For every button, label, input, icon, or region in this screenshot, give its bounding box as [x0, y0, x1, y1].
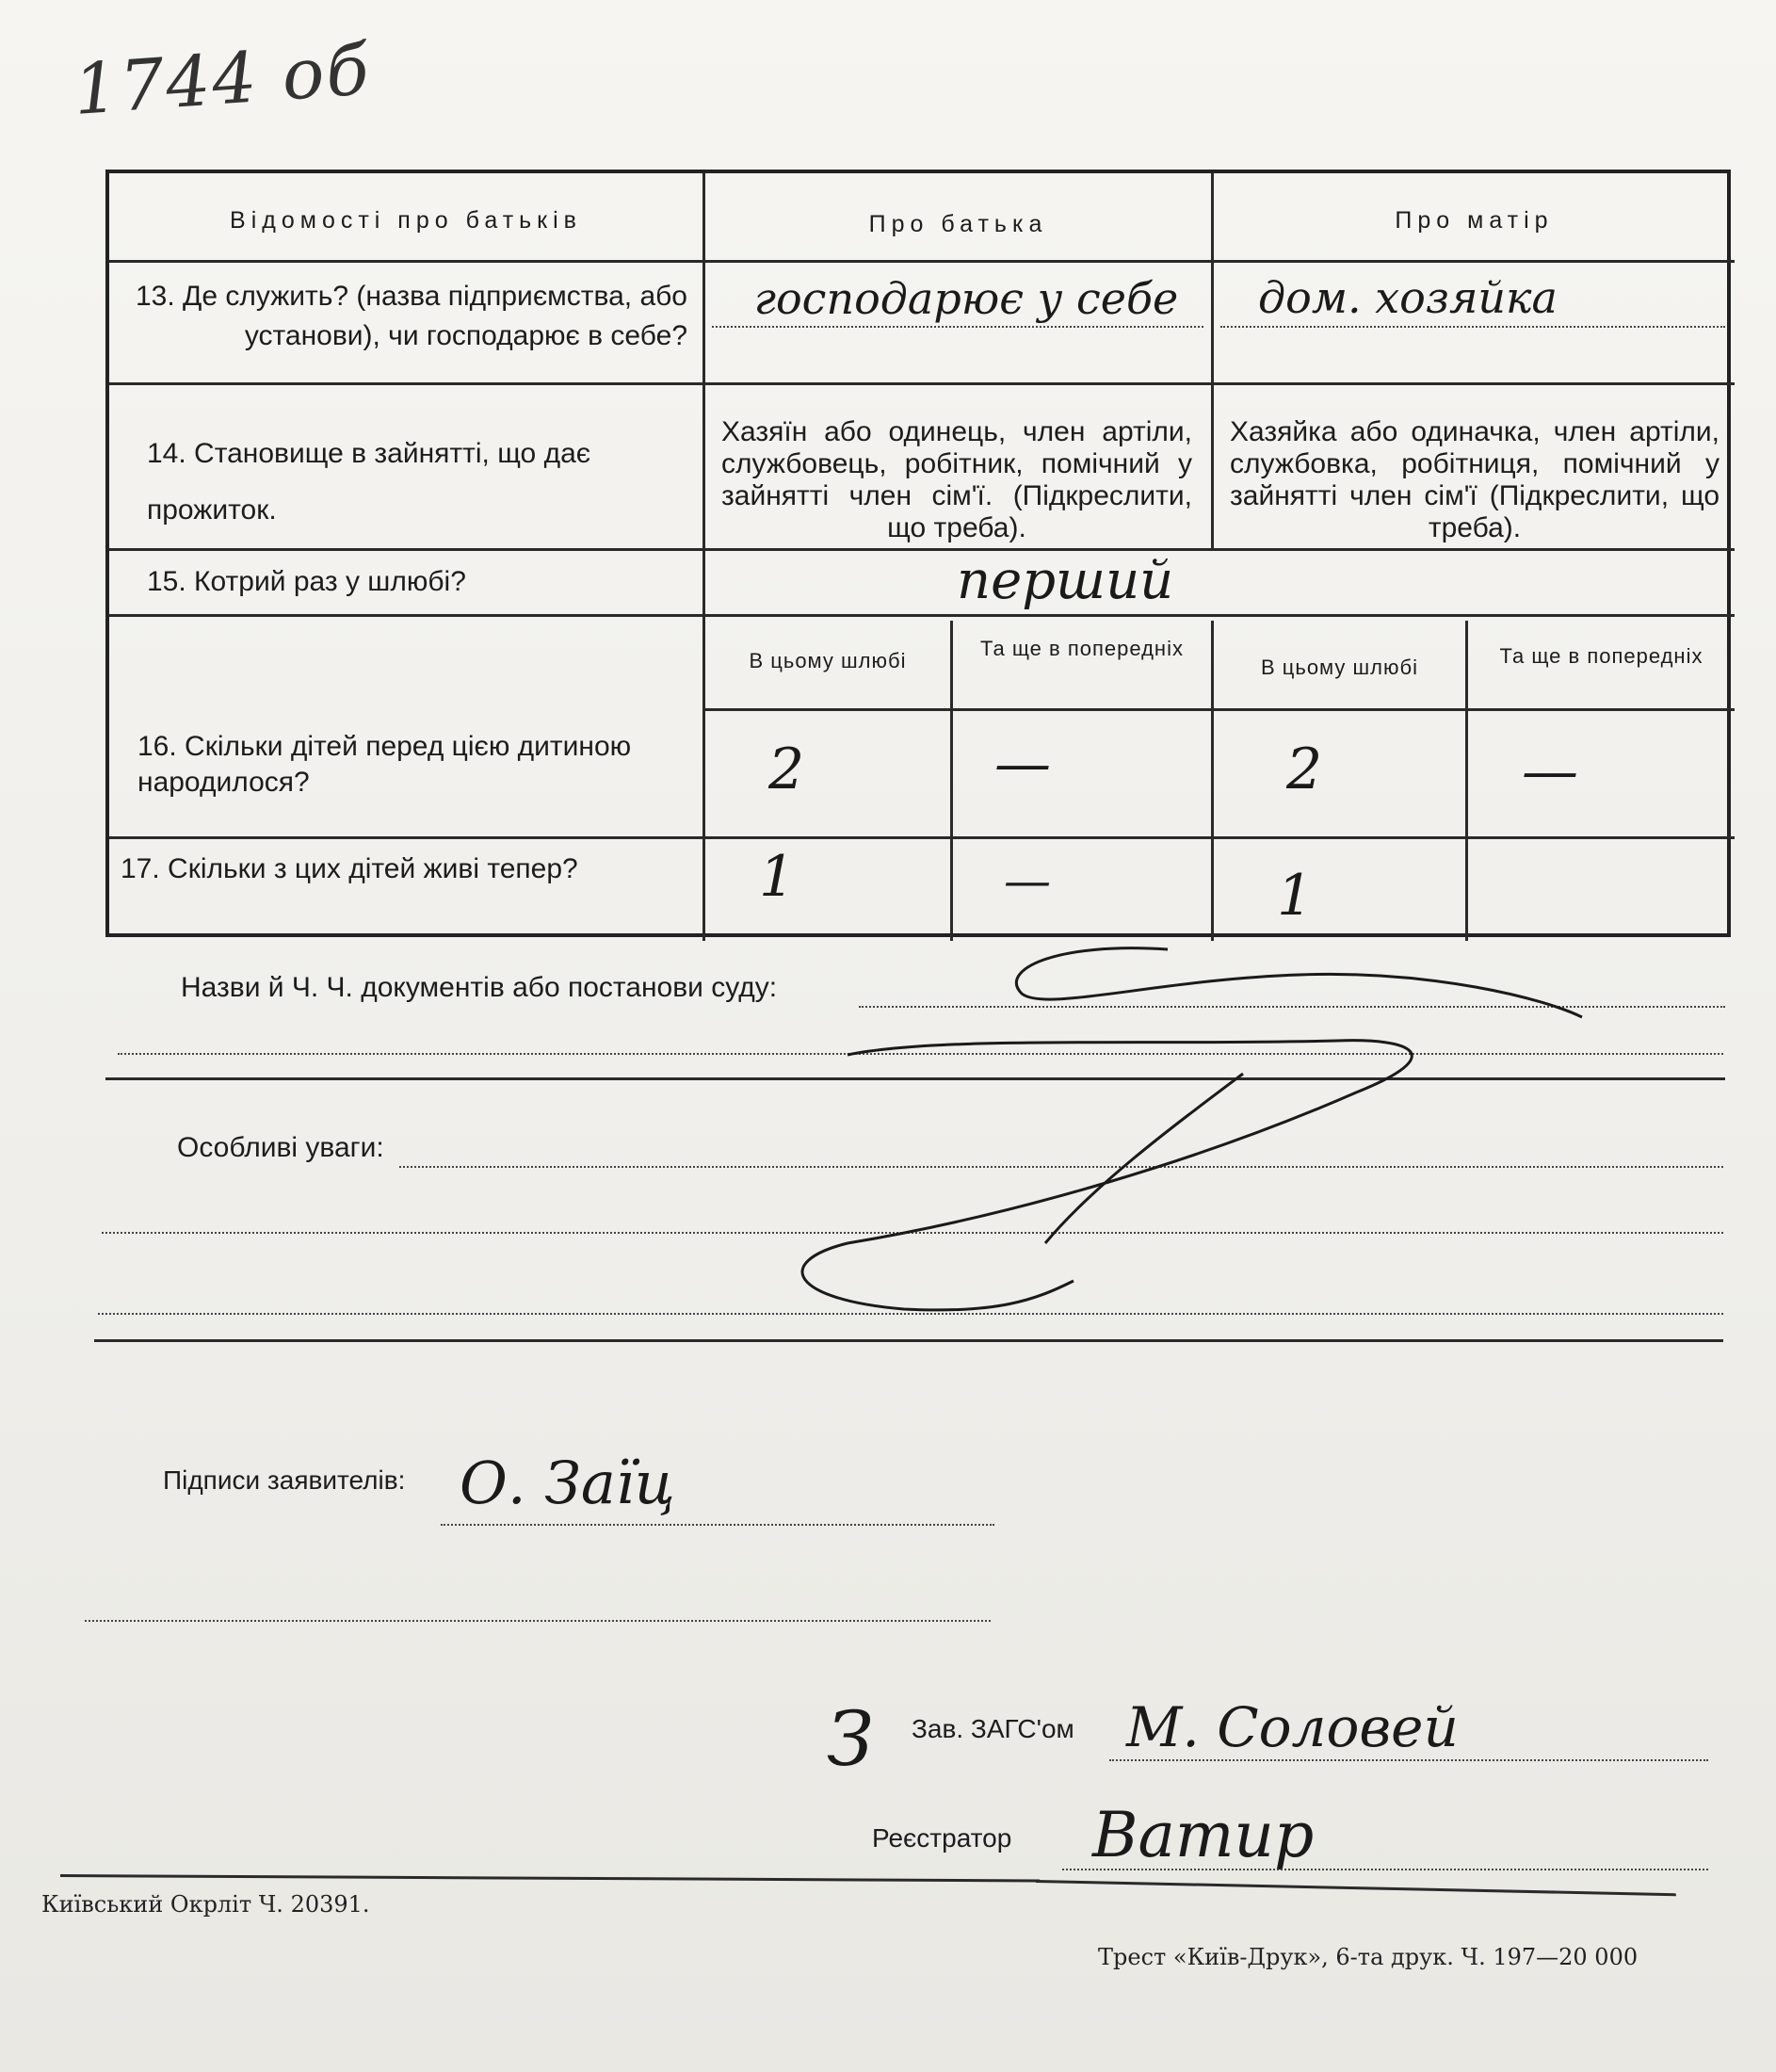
header-about-mother: Про матір	[1395, 207, 1554, 234]
q13-father-answer: господарює у себе	[753, 273, 1179, 324]
q14-label: 14. Становище в зайнятті, що дає прожиток.	[147, 438, 591, 526]
subheader-mother-prev: Та ще в попередніх	[1499, 644, 1703, 668]
footer-censor-number: Київський Окрліт Ч. 20391.	[41, 1891, 370, 1918]
q16-mother-prev: —	[1522, 738, 1578, 804]
subheader-father-prev: Та ще в попередніх	[980, 637, 1184, 660]
q15-label: 15. Котрий раз у шлюбі?	[147, 566, 466, 597]
subheader-mother-this: В цьому шлюбі	[1260, 656, 1419, 679]
remarks-label: Особливі уваги:	[177, 1132, 384, 1163]
header-parents-info: Відомості про батьків	[230, 207, 582, 234]
registrar-signature: Ватир	[1092, 1799, 1315, 1871]
subheader-father-this: В цьому шлюбі	[749, 649, 907, 672]
head-prefix-mark: З	[827, 1695, 874, 1783]
q17-father-prev: —	[1004, 853, 1051, 908]
q17-label: 17. Скільки з цих дітей живі тепер?	[121, 853, 578, 884]
signature-line-1	[441, 1524, 994, 1526]
footer-printer: Трест «Київ-Друк», 6-та друк. Ч. 197—20 000	[1098, 1944, 1639, 1970]
head-signature: М. Соловей	[1126, 1695, 1459, 1759]
q13-label: 13. Де служить? (назва підприємства, або установи), чи господарює в себе?	[136, 281, 687, 351]
q16-father-this: 2	[768, 737, 805, 802]
q15-answer: перший	[957, 550, 1174, 611]
bottom-rule	[60, 1874, 1040, 1882]
q14-father-options-text: Хазяїн або одинець, член артіли, службовець, робітник, помічний у зайнятті член сім'ї. (Підкреслити, що треба).	[721, 416, 1192, 543]
applicant-signature: О. Заїц	[460, 1449, 675, 1517]
head-signature-line	[1109, 1759, 1708, 1761]
q16-label: 16. Скільки дітей перед цією дитиною народилося?	[137, 731, 632, 798]
signatures-label: Підписи заявителів:	[163, 1465, 406, 1495]
q16-mother-this: 2	[1286, 737, 1323, 802]
q14-mother-options-text: Хазяйка або одиначка, член артіли, службовка, робітниця, помічний у зайнятті член сім'ї (Підкреслити, що треба).	[1230, 416, 1719, 543]
q16-father-prev: —	[994, 731, 1051, 797]
archive-number: 1744 об	[71, 29, 374, 131]
bottom-rule	[1036, 1880, 1676, 1896]
head-label: Зав. ЗАГС'ом	[912, 1714, 1074, 1743]
header-about-father: Про батька	[868, 211, 1048, 237]
q17-mother-this: 1	[1277, 863, 1314, 929]
signature-line-2	[85, 1620, 991, 1622]
registrar-signature-line	[1062, 1869, 1708, 1870]
documents-label: Назви й Ч. Ч. документів або постанови суду:	[181, 972, 778, 1003]
q17-father-this: 1	[759, 844, 796, 910]
registrar-label: Реєстратор	[872, 1823, 1012, 1853]
q13-mother-answer: дом. хозяйка	[1258, 272, 1558, 323]
